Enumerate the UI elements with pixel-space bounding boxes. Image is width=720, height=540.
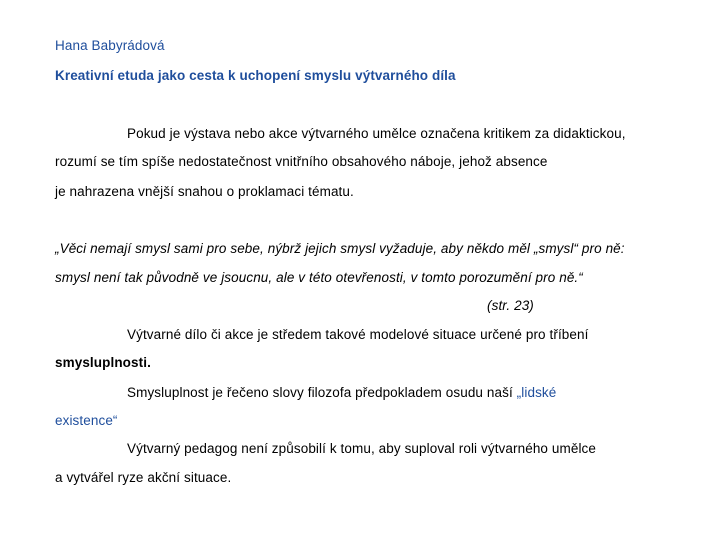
paragraph-1-line-1: Pokud je výstava nebo akce výtvarného umělce označena kritikem za didaktickou, [127, 126, 626, 141]
paragraph-4-line-2: a vytvářel ryze akční situace. [55, 470, 232, 485]
paragraph-4-line-1: Výtvarný pedagog není způsobilí k tomu, aby suploval roli výtvarného umělce [127, 441, 597, 456]
paragraph-2-line-2: smysluplnosti. [55, 355, 151, 370]
quote-line-2: smysl není tak původně ve jsoucnu, ale v této otevřenosti, v tomto porozumění pro ně.“ [55, 270, 583, 285]
paragraph-3-line-1 [127, 385, 556, 400]
quote-citation: (str. 23) [487, 298, 534, 313]
paragraph-1-line-2: rozumí se tím spíše nedostatečnost vnitřního obsahového náboje, jehož absence [55, 154, 548, 169]
paragraph-3-text: Smysluplnost je řečeno slovy filozofa předpokladem osudu naší [127, 385, 517, 400]
paragraph-3-highlight-end: existence“ [55, 413, 118, 428]
paragraph-2-line-1: Výtvarné dílo či akce je středem takové modelové situace určené pro tříbení [127, 327, 589, 342]
paragraph-1-line-3: je nahrazena vnější snahou o proklamaci tématu. [55, 184, 354, 199]
document-title: Kreativní etuda jako cesta k uchopení smyslu výtvarného díla [55, 68, 456, 83]
author-name: Hana Babyrádová [55, 38, 165, 53]
quote-line-1: „Věci nemají smysl sami pro sebe, nýbrž jejich smysl vyžaduje, aby někdo měl „smysl“ pro ně: [55, 241, 625, 256]
paragraph-3-highlight-start: „lidské [516, 385, 557, 400]
